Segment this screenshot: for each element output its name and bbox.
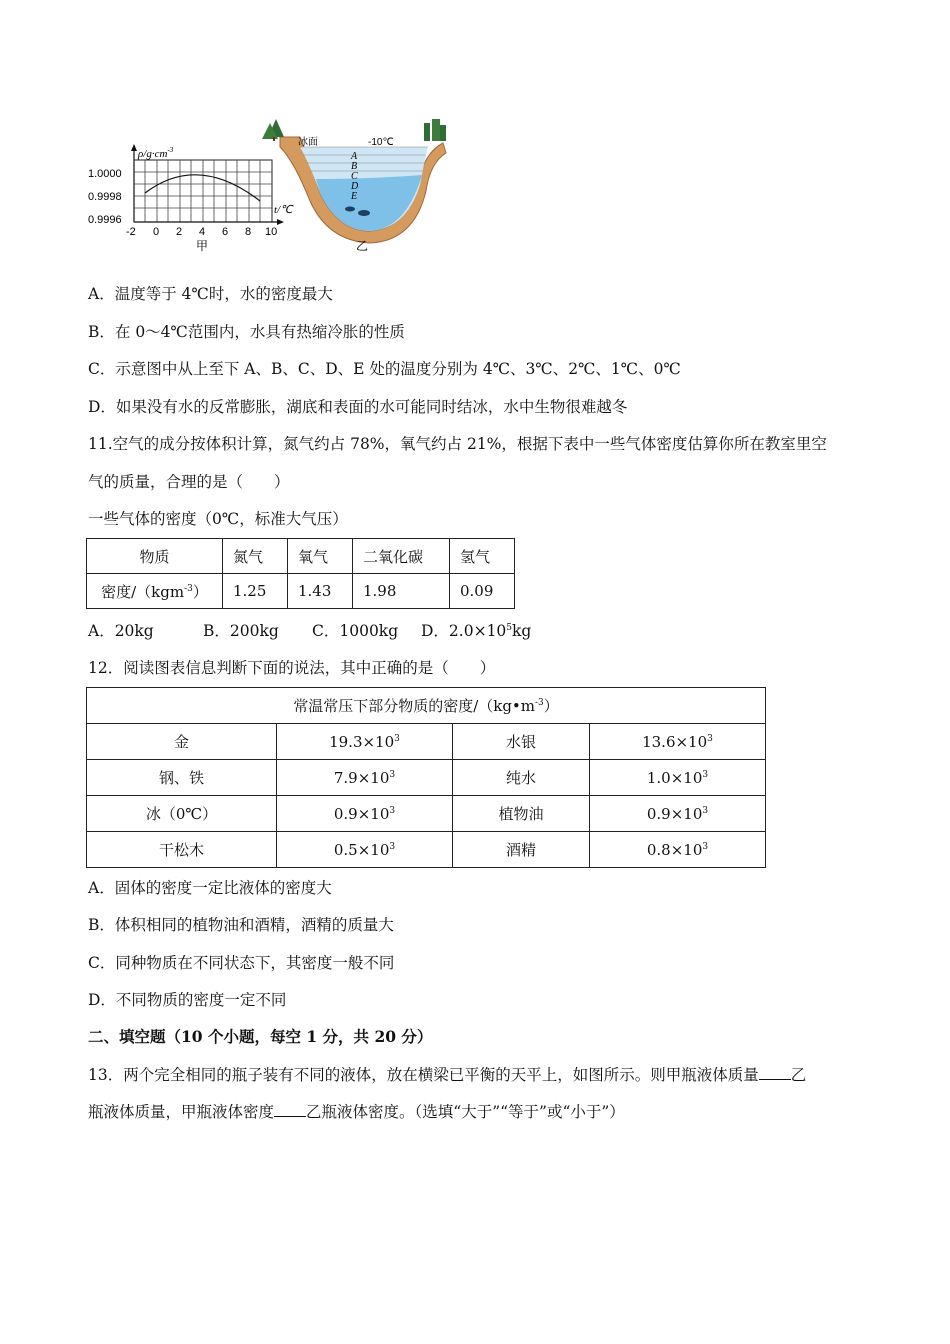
table-cell: 植物油 — [453, 796, 590, 832]
table-cell: $0.9\times 10^3$ — [590, 796, 766, 832]
graph-y-axis-label: $\rho/g\cdot cm^{-3}$ — [138, 146, 174, 160]
layer-label: E — [351, 191, 358, 202]
table-header-cell: 氢气 — [450, 539, 515, 574]
graph-x-tick: 0 — [153, 226, 160, 238]
q11-option-a: A．20kg — [88, 622, 154, 640]
ice-surface-label: 冰面 — [298, 137, 318, 148]
table-cell: $13.6\times 10^3$ — [590, 724, 766, 760]
table-cell: 干松木 — [87, 832, 277, 868]
question-13-stem: 13．两个完全相同的瓶子装有不同的液体，放在横梁已平衡的天平上，如图所示。则甲瓶液体质量 乙 — [88, 1066, 807, 1084]
table-header-cell: 氧气 — [288, 539, 353, 574]
graph-x-tick: 2 — [176, 226, 183, 238]
table-cell: 0.09 — [450, 574, 515, 609]
gas-density-table — [86, 538, 515, 609]
option-a: A．温度等于 4℃时，水的密度最大 — [88, 285, 333, 303]
table-row-label: 密度/（kgm$^{-3}$） — [87, 574, 223, 609]
graph-x-axis-label: t/℃ — [274, 204, 293, 216]
graph-y-tick: 0.9996 — [88, 214, 122, 226]
table-cell: 1.43 — [288, 574, 353, 609]
table-header-cell: 氮气 — [223, 539, 288, 574]
graph-y-tick: 0.9998 — [88, 191, 122, 203]
table-cell: 钢、铁 — [87, 760, 277, 796]
gas-table-title: 一些气体的密度（0℃，标准大气压） — [88, 510, 348, 528]
q12-option-c: C．同种物质在不同状态下，其密度一般不同 — [88, 954, 395, 972]
q12-option-a: A．固体的密度一定比液体的密度大 — [88, 879, 332, 897]
table-cell: $1.0\times 10^3$ — [590, 760, 766, 796]
table-cell: 酒精 — [453, 832, 590, 868]
lake-diagram — [262, 119, 446, 253]
option-b: B．在 0～4℃范围内，水具有热缩冷胀的性质 — [88, 323, 405, 341]
graph-x-tick: 4 — [199, 226, 206, 238]
graph-y-tick: 1.0000 — [88, 168, 122, 180]
table-row — [87, 574, 515, 609]
lake-caption: 乙 — [356, 239, 369, 253]
density-figure — [88, 113, 458, 258]
table-cell: $7.9\times 10^3$ — [277, 760, 453, 796]
table-cell: $0.9\times 10^3$ — [277, 796, 453, 832]
option-c: C．示意图中从上至下 A、B、C、D、E 处的温度分别为 4℃、3℃、2℃、1℃、0℃ — [88, 360, 681, 378]
q11-option-d: D．$2.0\times 10^5kg$ — [421, 622, 532, 640]
substance-density-table — [86, 687, 766, 868]
tree-icon — [424, 119, 446, 141]
question-11-stem-cont: 气的质量，合理的是（ ） — [88, 473, 290, 491]
temperature-label: -10℃ — [368, 137, 394, 148]
question-13-stem-cont: 瓶液体质量，甲瓶液体密度 乙瓶液体密度。（选填“大于”“等于”或“小于”） — [88, 1103, 625, 1121]
table-row — [87, 688, 766, 724]
density-temperature-graph — [88, 144, 294, 253]
answer-blank[interactable] — [274, 1104, 306, 1117]
table-row — [87, 724, 766, 760]
table-cell: 金 — [87, 724, 277, 760]
q12-option-d: D．不同物质的密度一定不同 — [88, 991, 287, 1009]
q12-option-b: B．体积相同的植物油和酒精，酒精的质量大 — [88, 916, 394, 934]
table-row — [87, 760, 766, 796]
layer-label: B — [351, 161, 358, 172]
graph-x-tick: -2 — [126, 226, 136, 238]
table-cell: 1.98 — [353, 574, 450, 609]
table-cell: 冰（0℃） — [87, 796, 277, 832]
answer-blank[interactable] — [759, 1067, 791, 1080]
table-header-cell: 物质 — [87, 539, 223, 574]
layer-label: A — [351, 151, 358, 162]
q11-option-c: C．1000kg — [312, 622, 399, 640]
table-row — [87, 796, 766, 832]
q11-option-b: B．200kg — [203, 622, 279, 640]
graph-x-tick: 8 — [245, 226, 252, 238]
table-cell: $0.8\times 10^3$ — [590, 832, 766, 868]
graph-caption: 甲 — [196, 239, 209, 253]
question-12-stem: 12．阅读图表信息判断下面的说法，其中正确的是（ ） — [88, 659, 496, 677]
graph-x-tick: 10 — [265, 226, 278, 238]
option-d: D．如果没有水的反常膨胀，湖底和表面的水可能同时结冰，水中生物很难越冬 — [88, 398, 628, 416]
table-header-cell: 二氧化碳 — [353, 539, 450, 574]
layer-label: D — [351, 181, 359, 192]
table-cell: $19.3\times 10^3$ — [277, 724, 453, 760]
table-cell: 1.25 — [223, 574, 288, 609]
layer-label: C — [351, 171, 358, 182]
table-row — [87, 832, 766, 868]
graph-x-tick: 6 — [222, 226, 229, 238]
table-cell: $0.5\times 10^3$ — [277, 832, 453, 868]
table-cell: 水银 — [453, 724, 590, 760]
section-heading: 二、填空题（10 个小题，每空 1 分，共 20 分） — [88, 1027, 433, 1046]
question-11-stem: 11.空气的成分按体积计算，氮气约占 78%，氧气约占 21%，根据下表中一些气体密度估算你所在教室里空 — [88, 435, 827, 453]
table-cell: 纯水 — [453, 760, 590, 796]
table-title-cell: 常温常压下部分物质的密度$/(kg•m^{-3})$ — [87, 688, 766, 724]
table-row — [87, 539, 515, 574]
